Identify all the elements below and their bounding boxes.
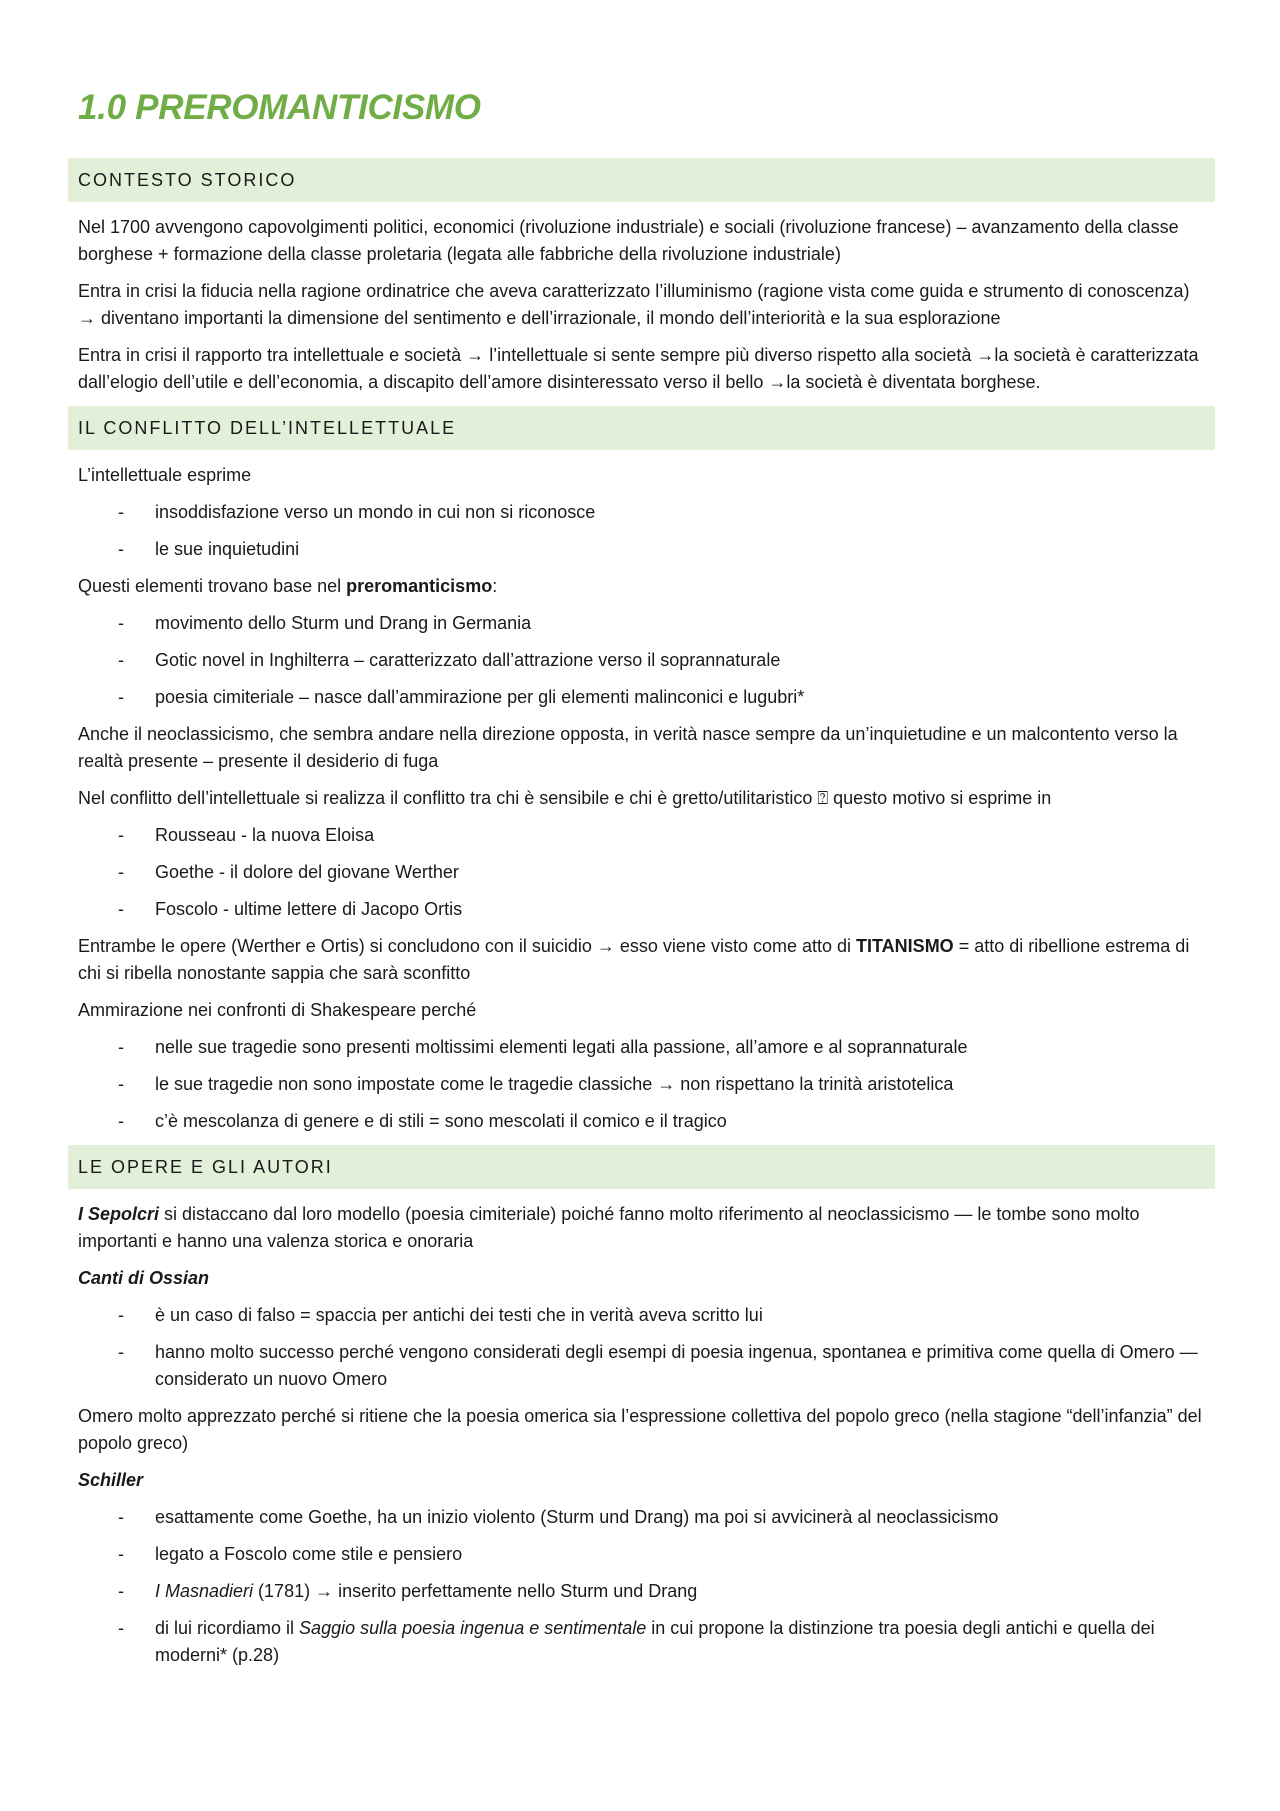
list-item [68, 1339, 1215, 1393]
document-page [68, 88, 1215, 1679]
list-item-text: le sue tragedie non sono impostate come le tragedie classiche → non rispettano la trinità aristotelica [155, 1074, 954, 1094]
dash-bullet: - [118, 650, 124, 670]
dash-bullet: - [118, 899, 124, 919]
list-item [68, 647, 1215, 674]
list-item-text: legato a Foscolo come stile e pensiero [155, 1544, 463, 1564]
text-run: Questi elementi trovano base nel [78, 576, 347, 596]
bold-term: preromanticismo [346, 576, 493, 596]
list-item-text: Gotic novel in Inghilterra – caratterizzato dall’attrazione verso il soprannaturale [155, 650, 781, 670]
paragraph: L’intellettuale esprime [78, 465, 252, 485]
list-item-text: c’è mescolanza di genere e di stili = sono mescolati il comico e il tragico [155, 1111, 727, 1131]
work-title: I Sepolcri [78, 1204, 160, 1224]
work-title: Canti di Ossian [78, 1268, 210, 1288]
list-item [68, 822, 1215, 849]
text-run: = atto di ribellione estrema di chi si ribella nonostante sappia che sarà sconfitto [78, 936, 1190, 983]
paragraph: Anche il neoclassicismo, che sembra andare nella direzione opposta, in verità nasce sempre da un’inquietudine e un malcontento verso la realtà presente – presente il desiderio di fuga [78, 724, 1178, 771]
paragraph [68, 1201, 1215, 1255]
list-item-text: Goethe - il dolore del giovane Werther [155, 862, 459, 882]
paragraph [68, 933, 1215, 987]
list-item-text: esattamente come Goethe, ha un inizio violento (Sturm und Drang) ma poi si avvicinerà al neoclassicismo [155, 1507, 999, 1527]
list-item [68, 610, 1215, 637]
paragraph [68, 573, 1215, 600]
dash-bullet: - [118, 1507, 124, 1527]
list-item-text: le sue inquietudini [155, 539, 300, 559]
work-title: I Masnadieri [155, 1581, 254, 1601]
bold-term: TITANISMO [856, 936, 954, 956]
dash-bullet: - [118, 1074, 124, 1094]
list-item [68, 896, 1215, 923]
dash-bullet: - [118, 1111, 124, 1131]
list-item-text: hanno molto successo perché vengono considerati degli esempi di poesia ingenua, spontanea e primitiva come quella di Omero — considerato un nuovo Omero [155, 1342, 1198, 1389]
list-item [68, 684, 1215, 711]
paragraph: Nel conflitto dell’intellettuale si realizza il conflitto tra chi è sensibile e chi è gretto/utilitaristico ⍰ questo motivo si esprime in [78, 788, 1052, 808]
list-item-text: movimento dello Sturm und Drang in Germania [155, 613, 532, 633]
list-item [68, 1504, 1215, 1531]
subheading [68, 1467, 1215, 1494]
list-item [68, 859, 1215, 886]
dash-bullet: - [118, 613, 124, 633]
dash-bullet: - [118, 539, 124, 559]
section-header-conflitto: IL CONFLITTO DELL’INTELLETTUALE [68, 406, 1215, 450]
bullet-list [68, 1504, 1215, 1669]
section-header-opere-autori: LE OPERE E GLI AUTORI [68, 1145, 1215, 1189]
dash-bullet: - [118, 502, 124, 522]
bullet-list [68, 1034, 1215, 1135]
dash-bullet: - [118, 1342, 124, 1362]
text-run: : [492, 576, 498, 596]
list-item [68, 1034, 1215, 1061]
list-item [68, 1302, 1215, 1329]
bullet-list [68, 499, 1215, 563]
list-item [68, 1071, 1215, 1098]
dash-bullet: - [118, 825, 124, 845]
list-item [68, 1108, 1215, 1135]
dash-bullet: - [118, 1581, 124, 1601]
dash-bullet: - [118, 1544, 124, 1564]
list-item [68, 499, 1215, 526]
list-item-text: poesia cimiteriale – nasce dall’ammirazione per gli elementi malinconici e lugubri* [155, 687, 805, 707]
dash-bullet: - [118, 1305, 124, 1325]
list-item-text: insoddisfazione verso un mondo in cui non si riconosce [155, 502, 596, 522]
list-item [68, 1541, 1215, 1568]
dash-bullet: - [118, 687, 124, 707]
paragraph: Ammirazione nei confronti di Shakespeare perché [78, 1000, 477, 1020]
page-title: 1.0 PREROMANTICISMO [78, 88, 481, 127]
section-header-contesto-storico: CONTESTO STORICO [68, 158, 1215, 202]
list-item-text: Rousseau - la nuova Eloisa [155, 825, 375, 845]
work-title: Saggio sulla poesia ingenua e sentimentale [299, 1618, 647, 1638]
author-name: Schiller [78, 1470, 144, 1490]
bullet-list [68, 1302, 1215, 1393]
text-run: Entrambe le opere (Werther e Ortis) si concludono con il suicidio → esso viene visto come atto di [78, 936, 857, 956]
list-item-text: nelle sue tragedie sono presenti moltissimi elementi legati alla passione, all’amore e al soprannaturale [155, 1037, 968, 1057]
text-run: (1781) → inserito perfettamente nello Sturm und Drang [253, 1581, 698, 1601]
text-run: in cui propone la distinzione tra poesia degli antichi e quella dei moderni* (p.28) [155, 1618, 1155, 1665]
bullet-list [68, 610, 1215, 711]
paragraph: Entra in crisi il rapporto tra intellettuale e società → l’intellettuale si sente sempre più diverso rispetto alla società →la società è caratterizzata dall’elogio dell’utile e dell’economia, a discapito dell’amore disinteressato verso il bello →la società è diventata borghese. [78, 345, 1199, 392]
text-run: di lui ricordiamo il [155, 1618, 300, 1638]
paragraph: Entra in crisi la fiducia nella ragione ordinatrice che aveva caratterizzato l’illuminismo (ragione vista come guida e strumento di conoscenza) → diventano importanti la dimensione del sentimento e dell’irrazionale, il mondo dell’interiorità e la sua esplorazione [78, 281, 1190, 328]
dash-bullet: - [118, 1618, 124, 1638]
bullet-list [68, 822, 1215, 923]
list-item [68, 1615, 1215, 1669]
list-item [68, 536, 1215, 563]
paragraph: Omero molto apprezzato perché si ritiene che la poesia omerica sia l’espressione collettiva del popolo greco (nella stagione “dell’infanzia” del popolo greco) [78, 1406, 1202, 1453]
paragraph: Nel 1700 avvengono capovolgimenti politici, economici (rivoluzione industriale) e sociali (rivoluzione francese) – avanzamento della classe borghese + formazione della classe proletaria (legata alle fabbriche della rivoluzione industriale) [78, 217, 1179, 264]
subheading [68, 1265, 1215, 1292]
list-item-text: Foscolo - ultime lettere di Jacopo Ortis [155, 899, 463, 919]
dash-bullet: - [118, 862, 124, 882]
dash-bullet: - [118, 1037, 124, 1057]
list-item [68, 1578, 1215, 1605]
text-run: si distaccano dal loro modello (poesia cimiteriale) poiché fanno molto riferimento al neoclassicismo — le tombe sono molto importanti e hanno una valenza storica e onoraria [78, 1204, 1140, 1251]
list-item-text: è un caso di falso = spaccia per antichi dei testi che in verità aveva scritto lui [155, 1305, 763, 1325]
